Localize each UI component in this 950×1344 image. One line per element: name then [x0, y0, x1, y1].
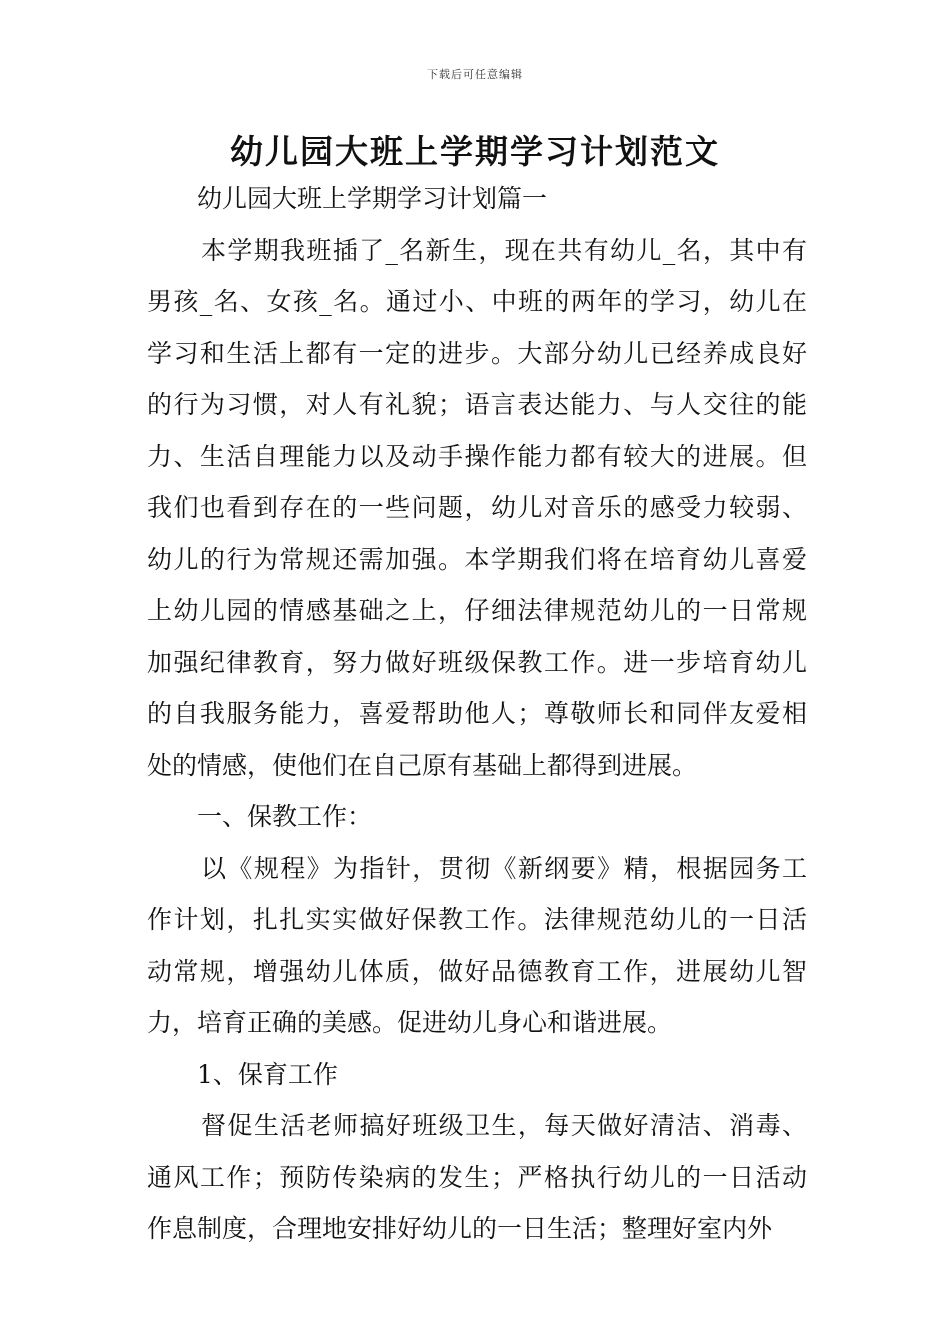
section-heading: 1、保育工作	[197, 1059, 338, 1089]
paragraph-line: 幼儿的行为常规还需加强。本学期我们将在培育幼儿喜爱	[147, 544, 807, 574]
paragraph-line: 作计划，扎扎实实做好保教工作。法律规范幼儿的一日活	[147, 905, 807, 934]
paragraph-line: 督促生活老师搞好班级卫生，每天做好清洁、消毒、	[201, 1111, 807, 1140]
paragraph-line: 的行为习惯，对人有礼貌；语言表达能力、与人交往的能	[147, 390, 807, 419]
paragraph-line: 我们也看到存在的一些问题，幼儿对音乐的感受力较弱、	[147, 493, 807, 522]
paragraph-line: 力，培育正确的美感。促进幼儿身心和谐进展。	[147, 1008, 673, 1037]
paragraph-line: 作息制度，合理地安排好幼儿的一日生活；整理好室内外	[147, 1214, 773, 1243]
paragraph-line: 加强纪律教育，努力做好班级保教工作。进一步培育幼儿	[147, 647, 807, 677]
paragraph-line: 动常规，增强幼儿体质，做好品德教育工作，进展幼儿智	[147, 956, 807, 986]
paragraph-line: 上幼儿园的情感基础之上，仔细法律规范幼儿的一日常规	[147, 596, 807, 625]
document-title: 幼儿园大班上学期学习计划范文	[230, 132, 720, 171]
paragraph-line: 男孩_名、女孩_名。通过小、中班的两年的学习，幼儿在	[147, 287, 807, 316]
paragraph-line: 的自我服务能力，喜爱帮助他人；尊敬师长和同伴友爱相	[147, 699, 807, 728]
document-body	[147, 180, 807, 1262]
section-heading: 幼儿园大班上学期学习计划篇一	[197, 184, 548, 213]
paragraph-line: 处的情感，使他们在自己原有基础上都得到进展。	[147, 750, 698, 780]
paragraph-line: 学习和生活上都有一定的进步。大部分幼儿已经养成良好	[147, 338, 807, 368]
paragraph-line: 本学期我班插了_名新生，现在共有幼儿_名，其中有	[201, 235, 807, 265]
paragraph-line: 力、生活自理能力以及动手操作能力都有较大的进展。但	[147, 441, 807, 471]
header-note: 下载后可任意编辑	[427, 68, 523, 81]
paragraph-line: 通风工作；预防传染病的发生；严格执行幼儿的一日活动	[147, 1162, 807, 1192]
section-heading: 一、保教工作：	[197, 802, 373, 831]
paragraph-line: 以《规程》为指针，贯彻《新纲要》精，根据园务工	[201, 853, 807, 883]
